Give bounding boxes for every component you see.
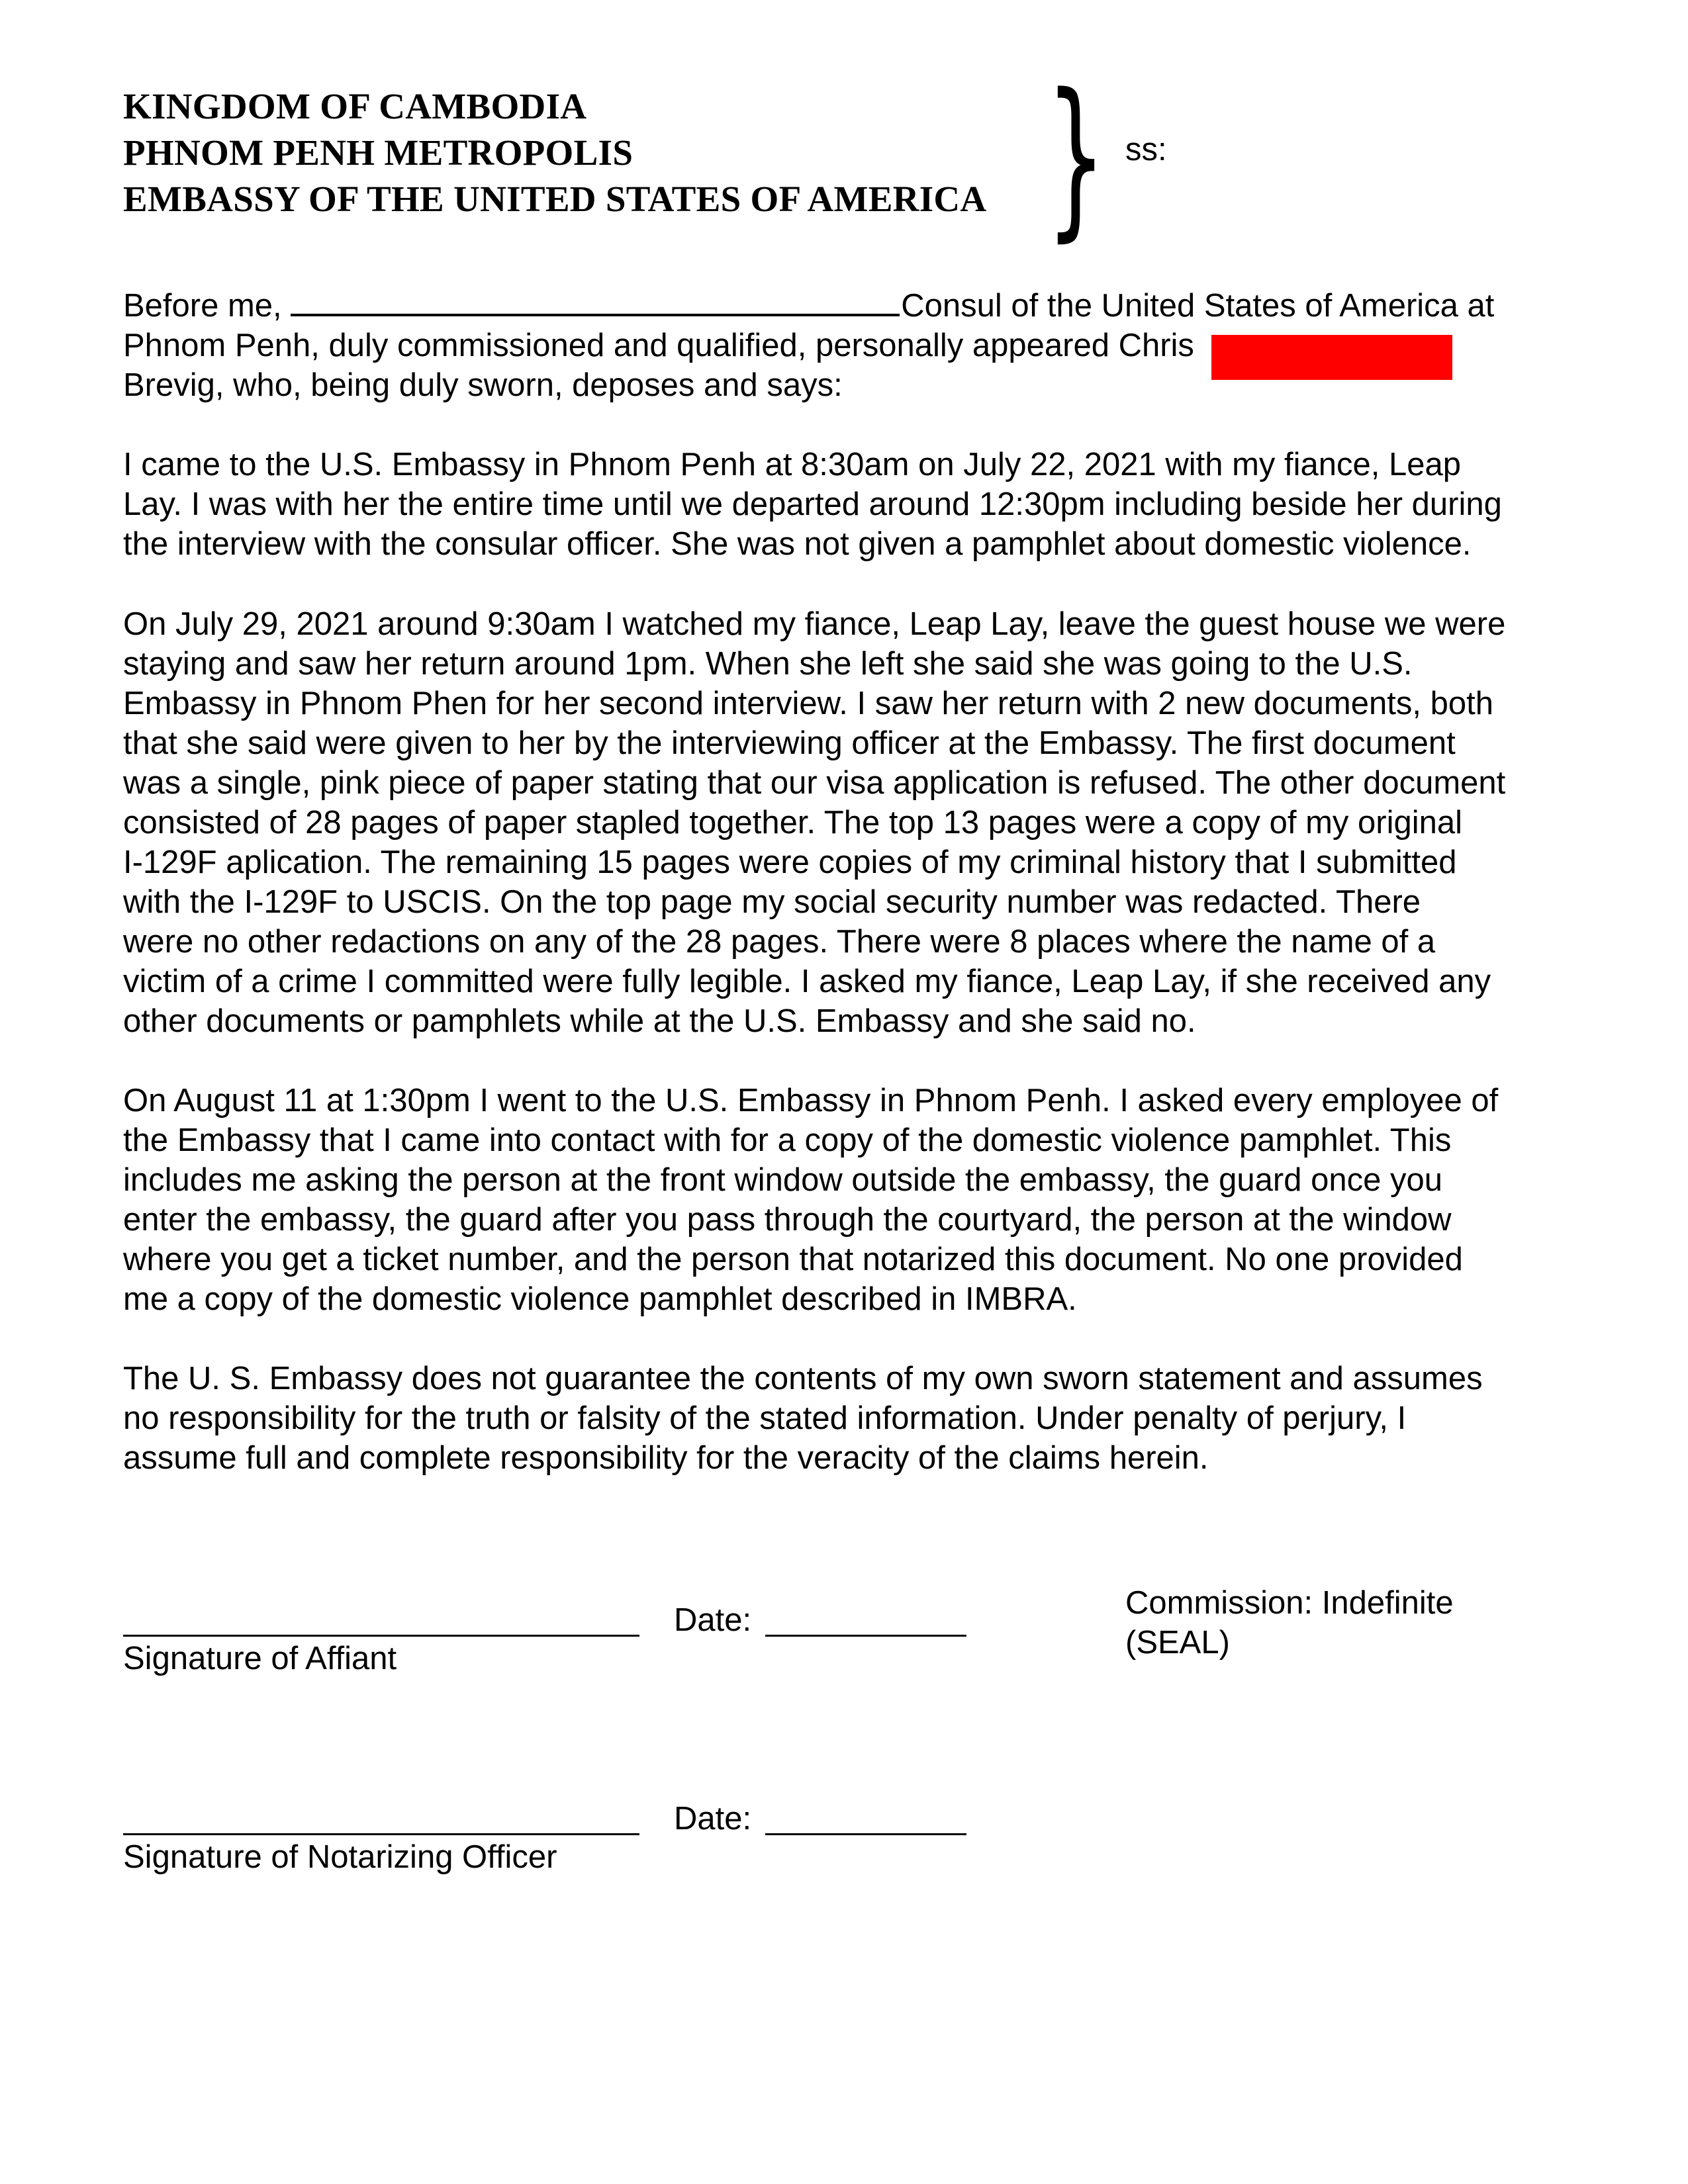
officer-date-label: Date: xyxy=(674,1801,752,1837)
paragraph-line: I came to the U.S. Embassy in Phnom Penh at 8:30am on July 22, 2021 with my fiance, Leap xyxy=(123,447,1461,482)
affiant-date-label: Date: xyxy=(674,1602,752,1638)
paragraph-line: the Embassy that I came into contact with for a copy of the domestic violence pamphlet. This xyxy=(123,1122,1452,1158)
officer-signature-line[interactable] xyxy=(123,1833,639,1835)
header-embassy: EMBASSY OF THE UNITED STATES OF AMERICA xyxy=(123,179,987,219)
paragraph-line: Embassy in Phnom Phen for her second interview. I saw her return with 2 new documents, both xyxy=(123,686,1493,721)
paragraph-line: no responsibility for the truth or falsity of the stated information. Under penalty of perjury, I xyxy=(123,1400,1407,1436)
intro-line-3: Brevig, who, being duly sworn, deposes and says: xyxy=(123,367,843,403)
paragraph-line: Lay. I was with her the entire time until we departed around 12:30pm including beside her during xyxy=(123,486,1502,522)
statement-paragraph-3 xyxy=(123,1081,1566,1319)
paragraph-line: includes me asking the person at the front window outside the embassy, the guard once you xyxy=(123,1162,1442,1198)
intro-line1-suffix: Consul of the United States of America at xyxy=(901,288,1495,324)
paragraph-line: with the I-129F to USCIS. On the top page my social security number was redacted. There xyxy=(123,884,1421,920)
statement-paragraph-1 xyxy=(123,445,1566,564)
jurisdiction-header xyxy=(123,83,1076,222)
header-city: PHNOM PENH METROPOLIS xyxy=(123,132,633,173)
paragraph-line: On August 11 at 1:30pm I went to the U.S. Embassy in Phnom Penh. I asked every employee of xyxy=(123,1083,1499,1118)
commission-text: Commission: Indefinite xyxy=(1125,1585,1454,1621)
paragraph-line: enter the embassy, the guard after you pass through the courtyard, the person at the window xyxy=(123,1202,1452,1238)
paragraph-line: me a copy of the domestic violence pamphlet described in IMBRA. xyxy=(123,1281,1077,1317)
intro-line-1 xyxy=(123,285,1566,326)
intro-line-2: Phnom Penh, duly commissioned and qualified, personally appeared Chris xyxy=(123,328,1194,363)
affiant-signature-label: Signature of Affiant xyxy=(123,1641,397,1676)
paragraph-line: the interview with the consular officer. She was not given a pamphlet about domestic violence. xyxy=(123,526,1472,562)
officer-date-line[interactable] xyxy=(765,1833,966,1835)
seal-text: (SEAL) xyxy=(1125,1625,1230,1661)
affiant-date-line[interactable] xyxy=(765,1635,966,1637)
paragraph-line: was a single, pink piece of paper stating that our visa application is refused. The other document xyxy=(123,765,1506,801)
right-brace-icon: } xyxy=(1046,58,1106,257)
intro-prefix: Before me, xyxy=(123,288,291,324)
paragraph-line: On July 29, 2021 around 9:30am I watched my fiance, Leap Lay, leave the guest house we were xyxy=(123,606,1506,642)
paragraph-line: were no other redactions on any of the 28 pages. There were 8 places where the name of a xyxy=(123,924,1436,960)
paragraph-line: I-129F aplication. The remaining 15 pages were copies of my criminal history that I submitted xyxy=(123,844,1457,880)
disclaimer-paragraph xyxy=(123,1359,1566,1478)
ss-label: ss: xyxy=(1125,132,1167,167)
officer-signature-label: Signature of Notarizing Officer xyxy=(123,1839,557,1875)
statement-paragraph-2 xyxy=(123,604,1566,1041)
paragraph-line: that she said were given to her by the interviewing officer at the Embassy. The first document xyxy=(123,725,1456,761)
paragraph-line: victim of a crime I committed were fully legible. I asked my fiance, Leap Lay, if she received any xyxy=(123,964,1491,999)
paragraph-line: assume full and complete responsibility for the veracity of the claims herein. xyxy=(123,1440,1209,1476)
paragraph-line: where you get a ticket number, and the person that notarized this document. No one provided xyxy=(123,1242,1463,1277)
paragraph-line: other documents or pamphlets while at the U.S. Embassy and she said no. xyxy=(123,1003,1196,1039)
redaction-box xyxy=(1211,335,1452,380)
paragraph-line: consisted of 28 pages of paper stapled together. The top 13 pages were a copy of my original xyxy=(123,805,1463,841)
consul-name-blank xyxy=(291,285,900,316)
paragraph-line: staying and saw her return around 1pm. When she left she said she was going to the U.S. xyxy=(123,646,1413,682)
paragraph-line: The U. S. Embassy does not guarantee the contents of my own sworn statement and assumes xyxy=(123,1361,1483,1396)
affiant-signature-line[interactable] xyxy=(123,1635,639,1637)
header-country: KINGDOM OF CAMBODIA xyxy=(123,86,587,126)
